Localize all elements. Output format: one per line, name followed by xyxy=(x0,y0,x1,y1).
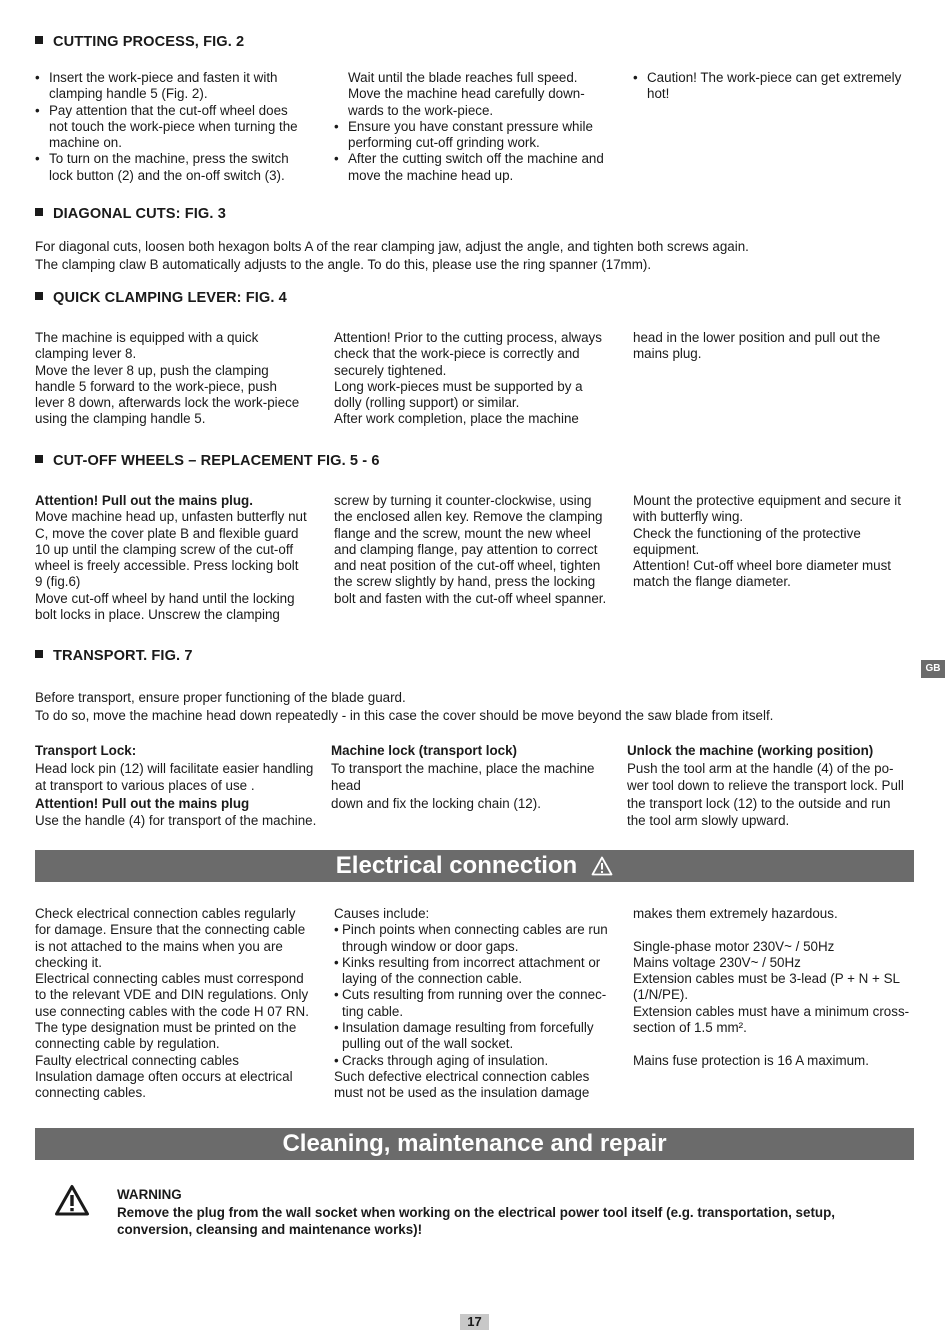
line: (1/N/PE). xyxy=(633,987,689,1003)
line: Insert the work-piece and fasten it with xyxy=(49,70,278,85)
paragraph-line: Before transport, ensure proper functioning of the blade guard. xyxy=(35,690,406,705)
warning-text: Remove the plug from the wall socket when working on the electrical power tool itself (e.g. transportation, setup, xyxy=(117,1204,835,1220)
cutting-process-column-2 xyxy=(334,70,624,184)
cut-off-wheels-column-1 xyxy=(35,493,327,623)
paragraph-line: To do so, move the machine head down repeatedly - in this case the cover should be move beyond the saw blade from itself. xyxy=(35,707,774,723)
line: and clamping flange, pay attention to correct xyxy=(334,541,598,557)
line: equipment. xyxy=(633,541,700,557)
line: ting cable. xyxy=(342,1003,404,1019)
line: Mains fuse protection is 16 A maximum. xyxy=(633,1052,869,1068)
list-item xyxy=(334,922,626,955)
line: not touch the work-piece when turning the xyxy=(49,118,298,134)
line: The type designation must be printed on the xyxy=(35,1020,297,1036)
attention-text: Attention! Pull out the mains plug. xyxy=(35,493,253,508)
language-tab: GB xyxy=(921,660,945,678)
cutting-process-column-3 xyxy=(633,70,923,103)
line: to the relevant VDE and DIN regulations. Only xyxy=(35,987,309,1003)
bullet-list xyxy=(334,119,624,184)
bullet-square-icon xyxy=(35,292,43,300)
line: the transport lock (12) to the outside and run xyxy=(627,795,891,811)
line: makes them extremely hazardous. xyxy=(633,906,838,921)
list-item xyxy=(334,955,626,988)
section-title-cut-off-wheels xyxy=(35,452,380,470)
section-title-text: DIAGONAL CUTS: FIG. 3 xyxy=(53,206,226,222)
line: screw by turning it counter-clockwise, using xyxy=(334,493,592,508)
line: performing cut-off grinding work. xyxy=(348,135,540,151)
line: Check electrical connection cables regularly xyxy=(35,906,296,921)
section-title-diagonal-cuts xyxy=(35,205,226,223)
electrical-column-3 xyxy=(633,906,925,1069)
line: Move the lever 8 up, push the clamping xyxy=(35,362,269,378)
page-number: 17 xyxy=(460,1314,489,1330)
line: Attention! Cut-off wheel bore diameter must xyxy=(633,558,892,574)
line: wheel is freely accessible. Press locking bolt xyxy=(35,558,299,574)
bullet-square-icon xyxy=(35,650,43,658)
unlock-machine-column xyxy=(627,742,927,830)
line: Faulty electrical connecting cables xyxy=(35,1052,239,1068)
cut-off-wheels-column-3 xyxy=(633,493,925,591)
line: Electrical connecting cables must correspond xyxy=(35,971,304,987)
electrical-column-1 xyxy=(35,906,327,1102)
list-item xyxy=(334,119,624,152)
warning-block xyxy=(117,1186,887,1239)
line: Extension cables must be 3-lead (P + N + SL xyxy=(633,971,900,987)
line: the enclosed allen key. Remove the clamping xyxy=(334,509,603,525)
line: bolt and fasten with the cut-off wheel spanner. xyxy=(334,590,607,606)
line: C, move the cover plate B and flexible guard xyxy=(35,525,299,541)
list-item xyxy=(334,151,624,184)
line: wer tool down to relieve the transport lock. Pull xyxy=(627,778,904,793)
line: Insulation damage resulting from forcefully xyxy=(342,1020,594,1036)
line: move the machine head up. xyxy=(348,167,514,183)
list-item xyxy=(35,70,325,103)
line: 10 up until the clamping screw of the cut-off xyxy=(35,541,294,557)
line: connecting cable by regulation. xyxy=(35,1036,220,1052)
line: dolly (rolling support) or similar. xyxy=(334,395,520,411)
line: is not attached to the mains when you are xyxy=(35,938,283,954)
line: handle 5 forward to the work-piece, push xyxy=(35,378,277,394)
machine-lock-column xyxy=(331,742,623,812)
subheading: Transport Lock: xyxy=(35,743,137,758)
attention-text: Attention! Pull out the mains plug xyxy=(35,795,250,811)
line: Causes include: xyxy=(334,906,430,921)
spacer-line xyxy=(633,1036,925,1052)
line: Extension cables must have a minimum cross- xyxy=(633,1003,910,1019)
line: Mains voltage 230V~ / 50Hz xyxy=(633,954,801,970)
bullet-list xyxy=(633,70,923,103)
section-title-text: CUTTING PROCESS, FIG. 2 xyxy=(53,34,245,50)
list-item xyxy=(633,70,923,103)
line: through window or door gaps. xyxy=(342,938,519,954)
header-title: Electrical connection xyxy=(335,852,578,879)
subheading: Machine lock (transport lock) xyxy=(331,743,518,758)
line: checking it. xyxy=(35,954,102,970)
line: match the flange diameter. xyxy=(633,574,791,590)
quick-clamping-column-1 xyxy=(35,330,327,428)
spacer-line xyxy=(633,922,925,938)
line: down and fix the locking chain (12). xyxy=(331,795,541,811)
cutting-process-column-1 xyxy=(35,70,325,184)
line: head xyxy=(331,778,361,793)
section-title-transport xyxy=(35,647,193,665)
line: and neat position of the cut-off wheel, tighten xyxy=(334,558,601,574)
cut-off-wheels-column-2 xyxy=(334,493,626,607)
line: machine on. xyxy=(49,135,122,151)
line: Wait until the blade reaches full speed. xyxy=(348,70,578,85)
line: Move the machine head carefully down- xyxy=(348,86,585,102)
line: hot! xyxy=(647,86,670,102)
bullet-list xyxy=(35,70,325,184)
line: Cracks through aging of insulation. xyxy=(342,1052,549,1068)
cleaning-maintenance-header xyxy=(35,1128,914,1160)
subheading: Unlock the machine (working position) xyxy=(627,743,874,758)
line: Pay attention that the cut-off wheel does xyxy=(49,102,288,118)
line: Check the functioning of the protective xyxy=(633,525,861,541)
line: connecting cables. xyxy=(35,1085,146,1101)
quick-clamping-column-2 xyxy=(334,330,626,428)
line: head in the lower position and pull out the xyxy=(633,330,881,345)
list-item xyxy=(334,987,626,1020)
line: Ensure you have constant pressure while xyxy=(348,118,593,134)
line: After work completion, place the machine xyxy=(334,411,579,427)
warning-triangle-icon xyxy=(54,1184,90,1221)
warning-text: conversion, cleansing and maintenance works)! xyxy=(117,1222,423,1237)
bullet-square-icon xyxy=(35,36,43,44)
line: must not be used as the insulation damage xyxy=(334,1085,590,1101)
section-title-cutting-process xyxy=(35,33,244,51)
electrical-column-2 xyxy=(334,906,626,1102)
continued-text xyxy=(334,70,624,119)
line: Caution! The work-piece can get extremely xyxy=(647,70,902,85)
line: securely tightened. xyxy=(334,362,447,378)
list-item xyxy=(35,151,325,184)
line: for damage. Ensure that the connecting cable xyxy=(35,922,306,938)
line: Push the tool arm at the handle (4) of the po- xyxy=(627,760,894,776)
warning-heading: WARNING xyxy=(117,1187,182,1202)
bullet-square-icon xyxy=(35,455,43,463)
paragraph-line: For diagonal cuts, loosen both hexagon bolts A of the rear clamping jaw, adjust the angle, and tighten both screws again. xyxy=(35,239,749,254)
line: Attention! Prior to the cutting process, always xyxy=(334,330,602,345)
line: Head lock pin (12) will facilitate easier handling xyxy=(35,760,314,776)
paragraph-line: The clamping claw B automatically adjusts to the angle. To do this, please use the ring spanner (17mm). xyxy=(35,256,652,272)
line: use connecting cables with the code H 07 RN. xyxy=(35,1003,309,1019)
line: Move machine head up, unfasten butterfly nut xyxy=(35,509,307,525)
bullet-square-icon xyxy=(35,208,43,216)
section-title-text: QUICK CLAMPING LEVER: FIG. 4 xyxy=(53,290,287,306)
section-title-text: TRANSPORT. FIG. 7 xyxy=(53,648,193,664)
line: Pinch points when connecting cables are run xyxy=(342,922,608,938)
line: check that the work-piece is correctly and xyxy=(334,346,580,362)
line: 9 (fig.6) xyxy=(35,574,81,590)
header-title: Cleaning, maintenance and repair xyxy=(282,1130,667,1157)
line: The machine is equipped with a quick xyxy=(35,330,259,345)
line: Mount the protective equipment and secure it xyxy=(633,493,901,508)
list-item xyxy=(334,1053,626,1069)
line: clamping handle 5 (Fig. 2). xyxy=(49,86,208,102)
line: To transport the machine, place the machine xyxy=(331,760,595,776)
line: with butterfly wing. xyxy=(633,509,744,525)
line: lever 8 down, afterwards lock the work-piece xyxy=(35,395,300,411)
line: section of 1.5 mm². xyxy=(633,1020,747,1036)
line: the tool arm slowly upward. xyxy=(627,813,790,828)
list-item xyxy=(35,103,325,152)
line: wards to the work-piece. xyxy=(348,102,494,118)
list-item xyxy=(334,1020,626,1053)
diagonal-cuts-text xyxy=(35,238,915,273)
line: To turn on the machine, press the switch xyxy=(49,151,289,167)
line: using the clamping handle 5. xyxy=(35,411,206,427)
warning-triangle-icon xyxy=(591,853,613,885)
line: at transport to various places of use . xyxy=(35,778,255,793)
line: the screw slightly by hand, press the locking xyxy=(334,574,596,590)
line: After the cutting switch off the machine and xyxy=(348,151,604,167)
transport-text xyxy=(35,689,915,724)
line: Insulation damage often occurs at electrical xyxy=(35,1068,293,1084)
quick-clamping-column-3 xyxy=(633,330,925,363)
line: Kinks resulting from incorrect attachment or xyxy=(342,954,601,970)
line: mains plug. xyxy=(633,346,702,362)
line: pulling out of the wall socket. xyxy=(342,1036,514,1052)
bullet-list xyxy=(334,922,626,1069)
line: Cuts resulting from running over the connec- xyxy=(342,987,607,1003)
line: laying of the connection cable. xyxy=(342,971,523,987)
line: Such defective electrical connection cables xyxy=(334,1068,590,1084)
section-title-text: CUT-OFF WHEELS – REPLACEMENT FIG. 5 - 6 xyxy=(53,453,380,469)
line: Long work-pieces must be supported by a xyxy=(334,378,583,394)
line: Move cut-off wheel by hand until the locking xyxy=(35,590,295,606)
transport-lock-column xyxy=(35,742,331,830)
section-title-quick-clamping xyxy=(35,289,287,307)
line: clamping lever 8. xyxy=(35,346,137,362)
line: Single-phase motor 230V~ / 50Hz xyxy=(633,938,835,954)
line: bolt locks in place. Unscrew the clamping xyxy=(35,607,280,623)
line: lock button (2) and the on-off switch (3). xyxy=(49,167,285,183)
electrical-connection-header xyxy=(35,850,914,882)
line: flange and the screw, mount the new wheel xyxy=(334,525,591,541)
line: Use the handle (4) for transport of the machine. xyxy=(35,813,317,828)
